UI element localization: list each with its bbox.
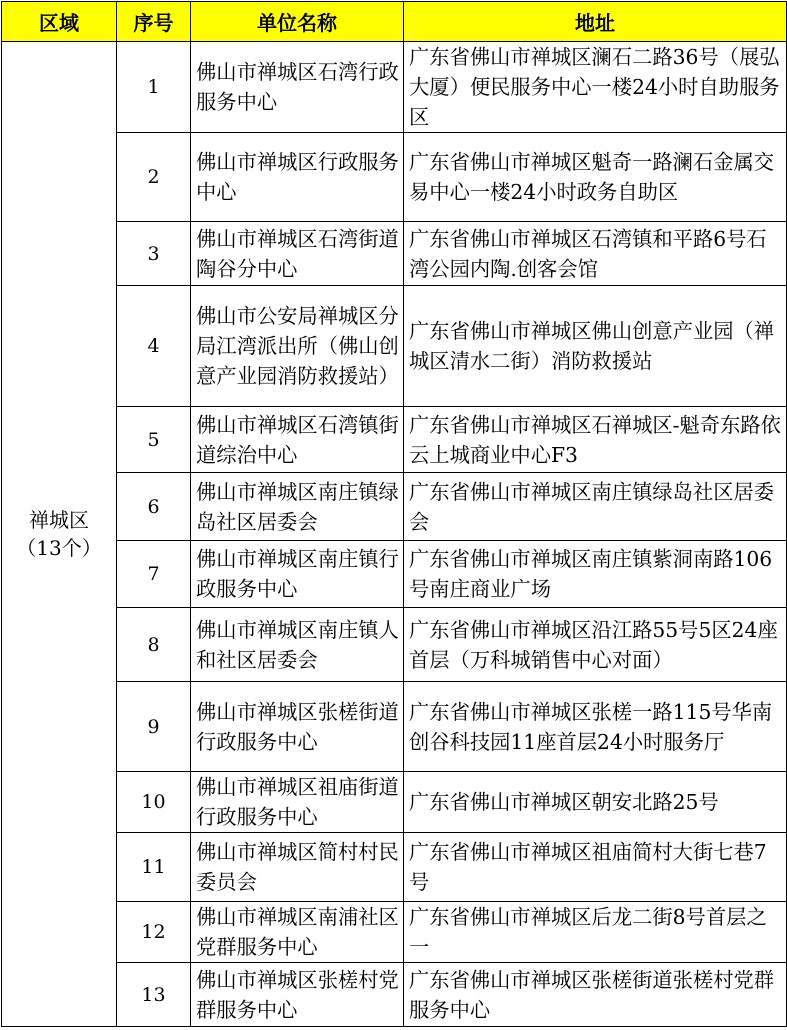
seq-cell: 11 xyxy=(117,833,191,902)
address-cell: 广东省佛山市禅城区石湾镇和平路6号石湾公园内陶.创客会馆 xyxy=(404,222,787,286)
table-row xyxy=(2,772,787,833)
unit-name-cell: 佛山市禅城区行政服务中心 xyxy=(191,133,404,222)
region-cell xyxy=(2,42,117,1027)
table-row xyxy=(2,473,787,541)
table-row xyxy=(2,541,787,608)
seq-cell: 6 xyxy=(117,473,191,541)
header-address: 地址 xyxy=(404,2,787,42)
address-cell: 广东省佛山市禅城区南庄镇绿岛社区居委会 xyxy=(404,473,787,541)
table-row xyxy=(2,42,787,133)
unit-name-cell: 佛山市禅城区简村村民委员会 xyxy=(191,833,404,902)
table-row xyxy=(2,407,787,473)
address-cell: 广东省佛山市禅城区后龙二街8号首层之一 xyxy=(404,902,787,963)
address-cell: 广东省佛山市禅城区澜石二路36号（展弘大厦）便民服务中心一楼24小时自助服务区 xyxy=(404,42,787,133)
seq-cell: 4 xyxy=(117,286,191,407)
unit-name-cell: 佛山市禅城区石湾行政服务中心 xyxy=(191,42,404,133)
seq-cell: 13 xyxy=(117,963,191,1027)
region-name: 禅城区 xyxy=(29,508,89,532)
unit-name-cell: 佛山市禅城区张槎村党群服务中心 xyxy=(191,963,404,1027)
seq-cell: 1 xyxy=(117,42,191,133)
header-seq: 序号 xyxy=(117,2,191,42)
table-row xyxy=(2,682,787,772)
seq-cell: 10 xyxy=(117,772,191,833)
address-cell: 广东省佛山市禅城区沿江路55号5区24座首层（万科城销售中心对面） xyxy=(404,608,787,682)
unit-name-cell: 佛山市禅城区南浦社区党群服务中心 xyxy=(191,902,404,963)
header-region: 区域 xyxy=(2,2,117,42)
table-row xyxy=(2,286,787,407)
unit-name-cell: 佛山市禅城区石湾街道陶谷分中心 xyxy=(191,222,404,286)
address-cell: 广东省佛山市禅城区张槎一路115号华南创谷科技园11座首层24小时服务厅 xyxy=(404,682,787,772)
table-row xyxy=(2,133,787,222)
address-cell: 广东省佛山市禅城区祖庙简村大街七巷7号 xyxy=(404,833,787,902)
unit-name-cell: 佛山市禅城区南庄镇绿岛社区居委会 xyxy=(191,473,404,541)
seq-cell: 12 xyxy=(117,902,191,963)
unit-name-cell: 佛山市禅城区南庄镇人和社区居委会 xyxy=(191,608,404,682)
address-cell: 广东省佛山市禅城区石禅城区-魁奇东路依云上城商业中心F3 xyxy=(404,407,787,473)
header-unit-name: 单位名称 xyxy=(191,2,404,42)
address-cell: 广东省佛山市禅城区南庄镇紫洞南路106号南庄商业广场 xyxy=(404,541,787,608)
seq-cell: 2 xyxy=(117,133,191,222)
region-count: （13个） xyxy=(16,536,102,560)
table-row xyxy=(2,608,787,682)
seq-cell: 7 xyxy=(117,541,191,608)
address-cell: 广东省佛山市禅城区张槎街道张槎村党群服务中心 xyxy=(404,963,787,1027)
table-row xyxy=(2,833,787,902)
address-cell: 广东省佛山市禅城区佛山创意产业园（禅城区清水二街）消防救援站 xyxy=(404,286,787,407)
table-row xyxy=(2,902,787,963)
seq-cell: 8 xyxy=(117,608,191,682)
address-cell: 广东省佛山市禅城区朝安北路25号 xyxy=(404,772,787,833)
address-cell: 广东省佛山市禅城区魁奇一路澜石金属交易中心一楼24小时政务自助区 xyxy=(404,133,787,222)
unit-name-cell: 佛山市禅城区祖庙街道行政服务中心 xyxy=(191,772,404,833)
seq-cell: 3 xyxy=(117,222,191,286)
seq-cell: 5 xyxy=(117,407,191,473)
table-row xyxy=(2,963,787,1027)
unit-name-cell: 佛山市禅城区石湾镇街道综治中心 xyxy=(191,407,404,473)
service-location-table xyxy=(1,1,787,1027)
header-row xyxy=(2,2,787,42)
unit-name-cell: 佛山市禅城区南庄镇行政服务中心 xyxy=(191,541,404,608)
unit-name-cell: 佛山市公安局禅城区分局江湾派出所（佛山创意产业园消防救援站） xyxy=(191,286,404,407)
unit-name-cell: 佛山市禅城区张槎街道行政服务中心 xyxy=(191,682,404,772)
seq-cell: 9 xyxy=(117,682,191,772)
table-row xyxy=(2,222,787,286)
